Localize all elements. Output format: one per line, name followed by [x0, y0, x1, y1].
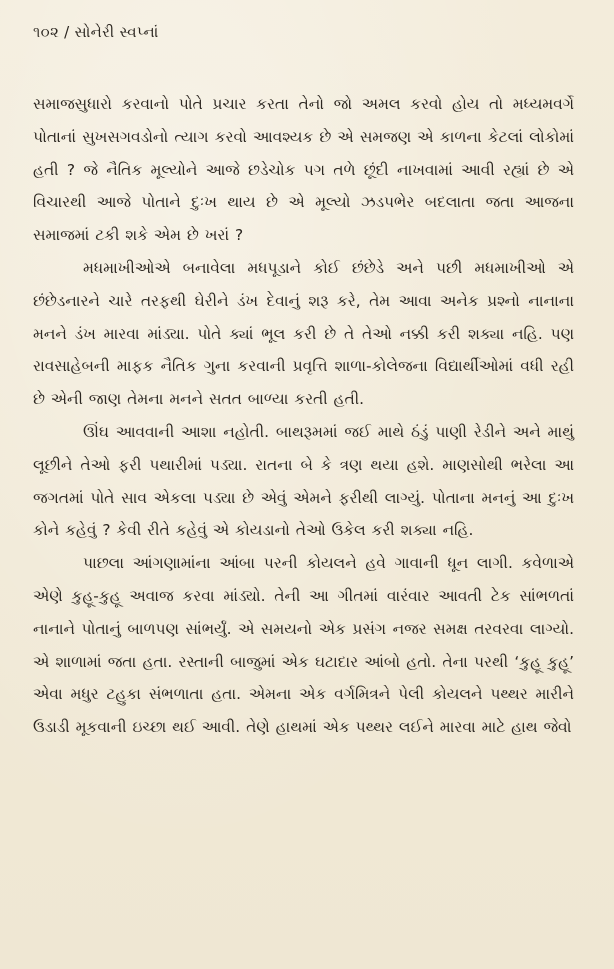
paragraph-4: પાછલા આંગણામાંના આંબા પરની કોયલને હવે ગાવાની ધૂન લાગી. કવેળાએ એણે કુહૂ-કુહૂ અવાજ કરવા માંડ્યો. તેની આ ગીતમાં વારંવાર આવતી ટેક સાંભળતાં નાનાને પોતાનું બાળપણ સાંભર્યું. એ સમયનો એક પ્રસંગ નજર સમક્ષ તરવરવા લાગ્યો. એ શાળામાં જતા હતા. રસ્તાની બાજુમાં એક ઘટાદાર આંબો હતો. તેના પરથી ‘કુહૂ કુહૂ’ એવા મધુર ટહુકા સંભળાતા હતા. એમના એક વર્ગમિત્રને પેલી કોયલને પથ્થર મારીને ઉડાડી મૂકવાની ઇચ્છા થઈ આવી. તેણે હાથમાં એક પથ્થર લઈને મારવા માટે હાથ જેવો [33, 554, 574, 737]
paragraph-1: સમાજસુધારો કરવાનો પોતે પ્રચાર કરતા તેનો જો અમલ કરવો હોય તો મધ્યમવર્ગે પોતાનાં સુખસગવડોનો ત્યાગ કરવો આવશ્યક છે એ સમજણ એ કાળના કેટલાં લોકોમાં હતી ? જે નૈતિક મૂલ્યોને આજે છડેચોક પગ તળે છૂંદી નાખવામાં આવી રહ્યાં છે એ વિચારથી આજે પોતાને દુઃખ થાય છે એ મૂલ્યો ઝડપભેર બદલાતા જતા આજના સમાજમાં ટકી શકે એમ છે ખરાં ? [33, 95, 574, 245]
page-number: ૧૦૨ [33, 23, 60, 41]
book-title: સોનેરી સ્વપ્નાં [74, 23, 159, 41]
header-separator: / [64, 23, 70, 41]
running-head [33, 20, 574, 44]
paragraph-3: ઊંઘ આવવાની આશા નહોતી. બાથરૂમમાં જઈ માથે ઠંડું પાણી રેડીને અને માથું લૂછીને તેઓ ફરી પથારીમાં પડ્યા. રાતના બે કે ત્રણ થયા હશે. માણસોથી ભરેલા આ જગતમાં પોતે સાવ એકલા પડ્યા છે એવું એમને ફરીથી લાગ્યું. પોતાના મનનું આ દુઃખ કોને કહેવું ? કેવી રીતે કહેવું એ કોયડાનો તેઓ ઉકેલ કરી શક્યા નહિ. [33, 422, 574, 540]
paragraph-2: મધમાખીઓએ બનાવેલા મધપૂડાને કોઈ છંછેડે અને પછી મધમાખીઓ એ છંછેડનારને ચારે તરફથી ઘેરીને ડંખ દેવાનું શરૂ કરે, તેમ આવા અનેક પ્રશ્નો નાનાના મનને ડંખ મારવા માંડ્યા. પોતે ક્યાં ભૂલ કરી છે તે તેઓ નક્કી કરી શક્યા નહિ. પણ રાવસાહેબની માફક નૈતિક ગુના કરવાની પ્રવૃત્તિ શાળા-કોલેજના વિદ્યાર્થીઓમાં વધી રહી છે એની જાણ તેમના મનને સતત બાળ્યા કરતી હતી. [33, 258, 574, 409]
